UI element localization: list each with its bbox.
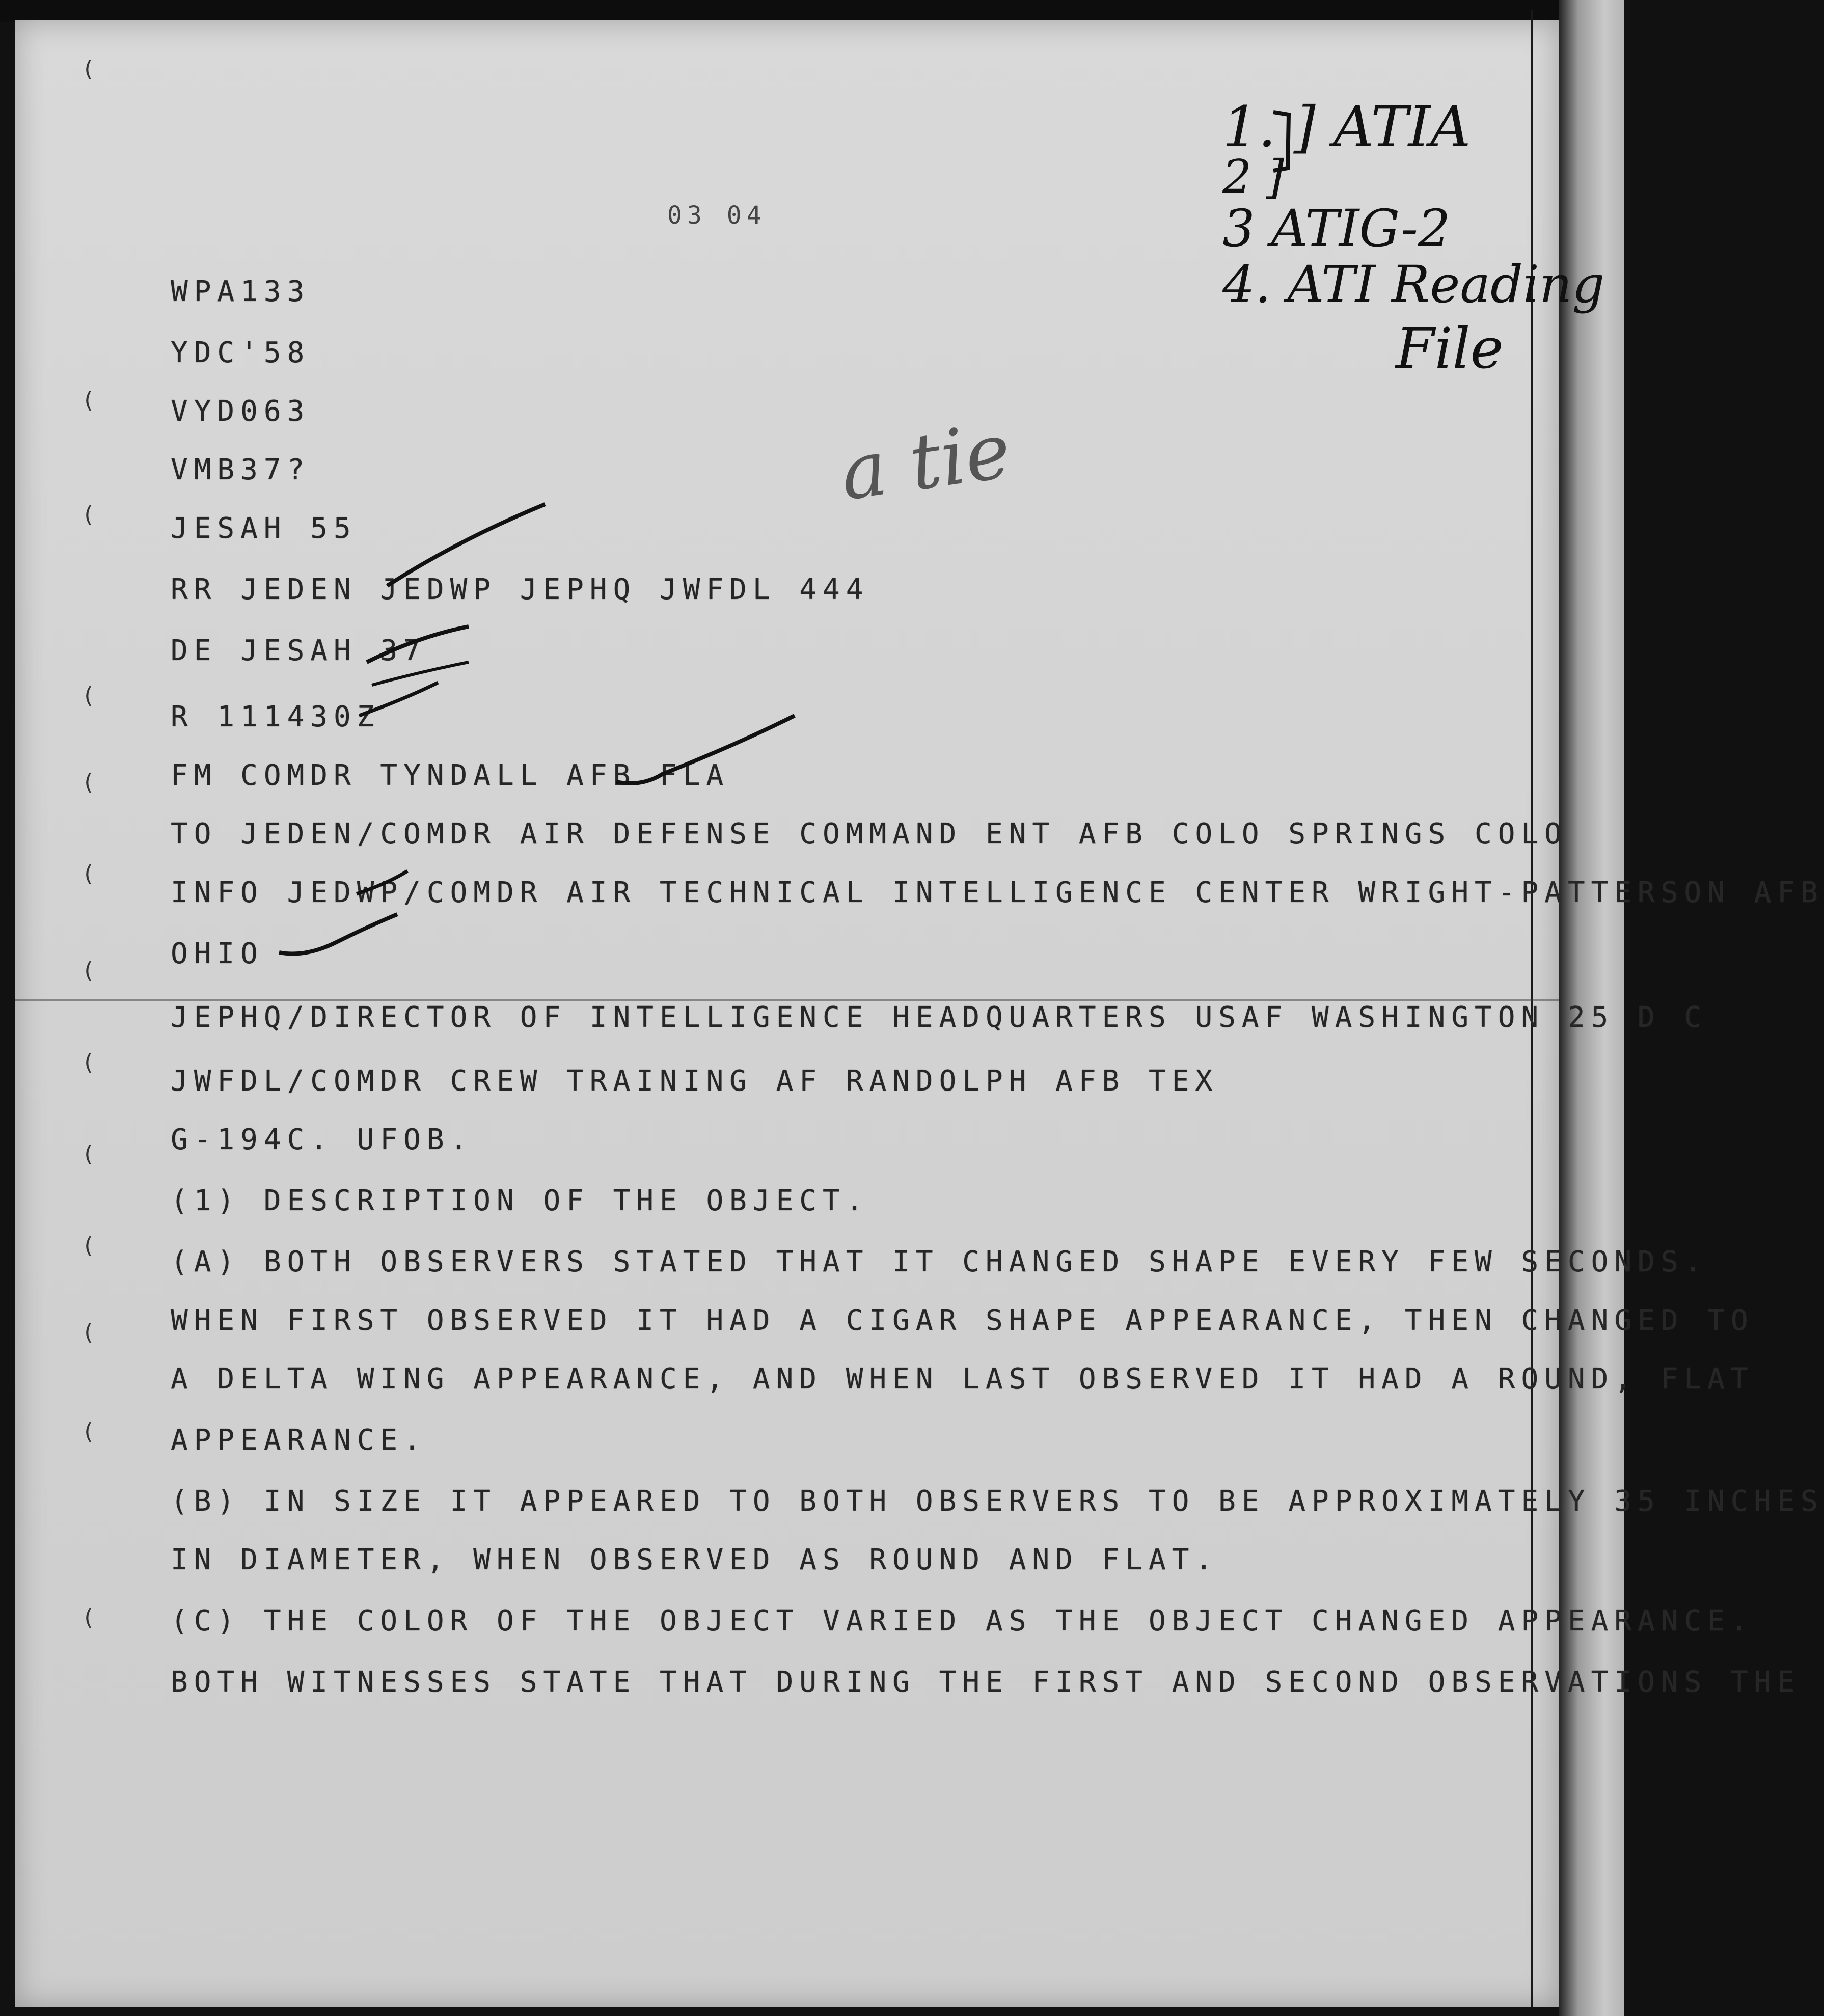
scan-top-border [0, 0, 1624, 22]
teletype-line: (A) BOTH OBSERVERS STATED THAT IT CHANGED SHAPE EVERY FEW SECONDS. [171, 1245, 1708, 1278]
margin-mark: ( [81, 683, 95, 709]
teletype-line: A DELTA WING APPEARANCE, AND WHEN LAST OBSERVED IT HAD A ROUND, FLAT [171, 1363, 1754, 1396]
teletype-line: IN DIAMETER, WHEN OBSERVED AS ROUND AND FLAT. [171, 1543, 1219, 1576]
handwritten-routing-1: 1. ] ATIA [1222, 94, 1471, 159]
handwritten-initials: a tie [835, 406, 1016, 518]
handwritten-routing-2: 2 ] [1222, 150, 1284, 204]
handwritten-routing-4: 4. ATI Reading [1222, 255, 1605, 314]
margin-mark: ( [81, 387, 95, 413]
margin-mark: ( [81, 1419, 95, 1445]
handwritten-routing-3: 3 ATIG-2 [1222, 199, 1451, 258]
teletype-line: JESAH 55 [171, 512, 357, 545]
teletype-line: VYD063 [171, 395, 311, 428]
teletype-line: JEPHQ/DIRECTOR OF INTELLIGENCE HEADQUARTERS USAF WASHINGTON 25 D C [171, 1001, 1708, 1034]
teletype-line: FM COMDR TYNDALL AFB FLA [171, 759, 730, 792]
margin-mark: ( [81, 1233, 95, 1259]
teletype-line: WHEN FIRST OBSERVED IT HAD A CIGAR SHAPE APPEARANCE, THEN CHANGED TO [171, 1304, 1754, 1337]
teletype-line: TO JEDEN/COMDR AIR DEFENSE COMMAND ENT AFB COLO SPRINGS COLO [171, 818, 1568, 851]
teletype-line: YDC'58 [171, 336, 311, 369]
teletype-header-code: 03 04 [667, 201, 767, 230]
teletype-line: INFO JEDWP/COMDR AIR TECHNICAL INTELLIGENCE CENTER WRIGHT-PATTERSON AFB [171, 876, 1824, 909]
teletype-line: APPEARANCE. [171, 1424, 427, 1457]
teletype-line: RR JEDEN JEDWP JEPHQ JWFDL 444 [171, 573, 869, 606]
teletype-line: (C) THE COLOR OF THE OBJECT VARIED AS THE OBJECT CHANGED APPEARANCE. [171, 1604, 1754, 1638]
margin-mark: ( [81, 1141, 95, 1167]
margin-mark: ( [81, 769, 95, 795]
margin-mark: ( [81, 1049, 95, 1075]
teletype-line: JWFDL/COMDR CREW TRAINING AF RANDOLPH AFB TEX [171, 1065, 1219, 1098]
handwritten-routing-5: File [1396, 316, 1504, 381]
margin-mark: ( [81, 56, 95, 82]
margin-mark: ( [81, 1319, 95, 1345]
margin-mark: ( [81, 958, 95, 984]
teletype-line: DE JESAH 37 [171, 634, 427, 667]
margin-mark: ( [81, 861, 95, 887]
teletype-line: G-194C. UFOB. [171, 1123, 474, 1156]
teletype-line: BOTH WITNESSES STATE THAT DURING THE FIRST AND SECOND OBSERVATIONS THE [171, 1666, 1801, 1699]
margin-mark: ( [81, 502, 95, 528]
teletype-line: (B) IN SIZE IT APPEARED TO BOTH OBSERVERS TO BE APPROXIMATELY 35 INCHES [171, 1485, 1824, 1518]
teletype-line: OHIO [171, 937, 264, 970]
teletype-line: (1) DESCRIPTION OF THE OBJECT. [171, 1184, 869, 1217]
teletype-line: WPA133 [171, 275, 311, 308]
teletype-line: VMB37? [171, 453, 311, 486]
margin-mark: ( [81, 1604, 95, 1630]
teletype-line: R 111430Z [171, 700, 380, 733]
